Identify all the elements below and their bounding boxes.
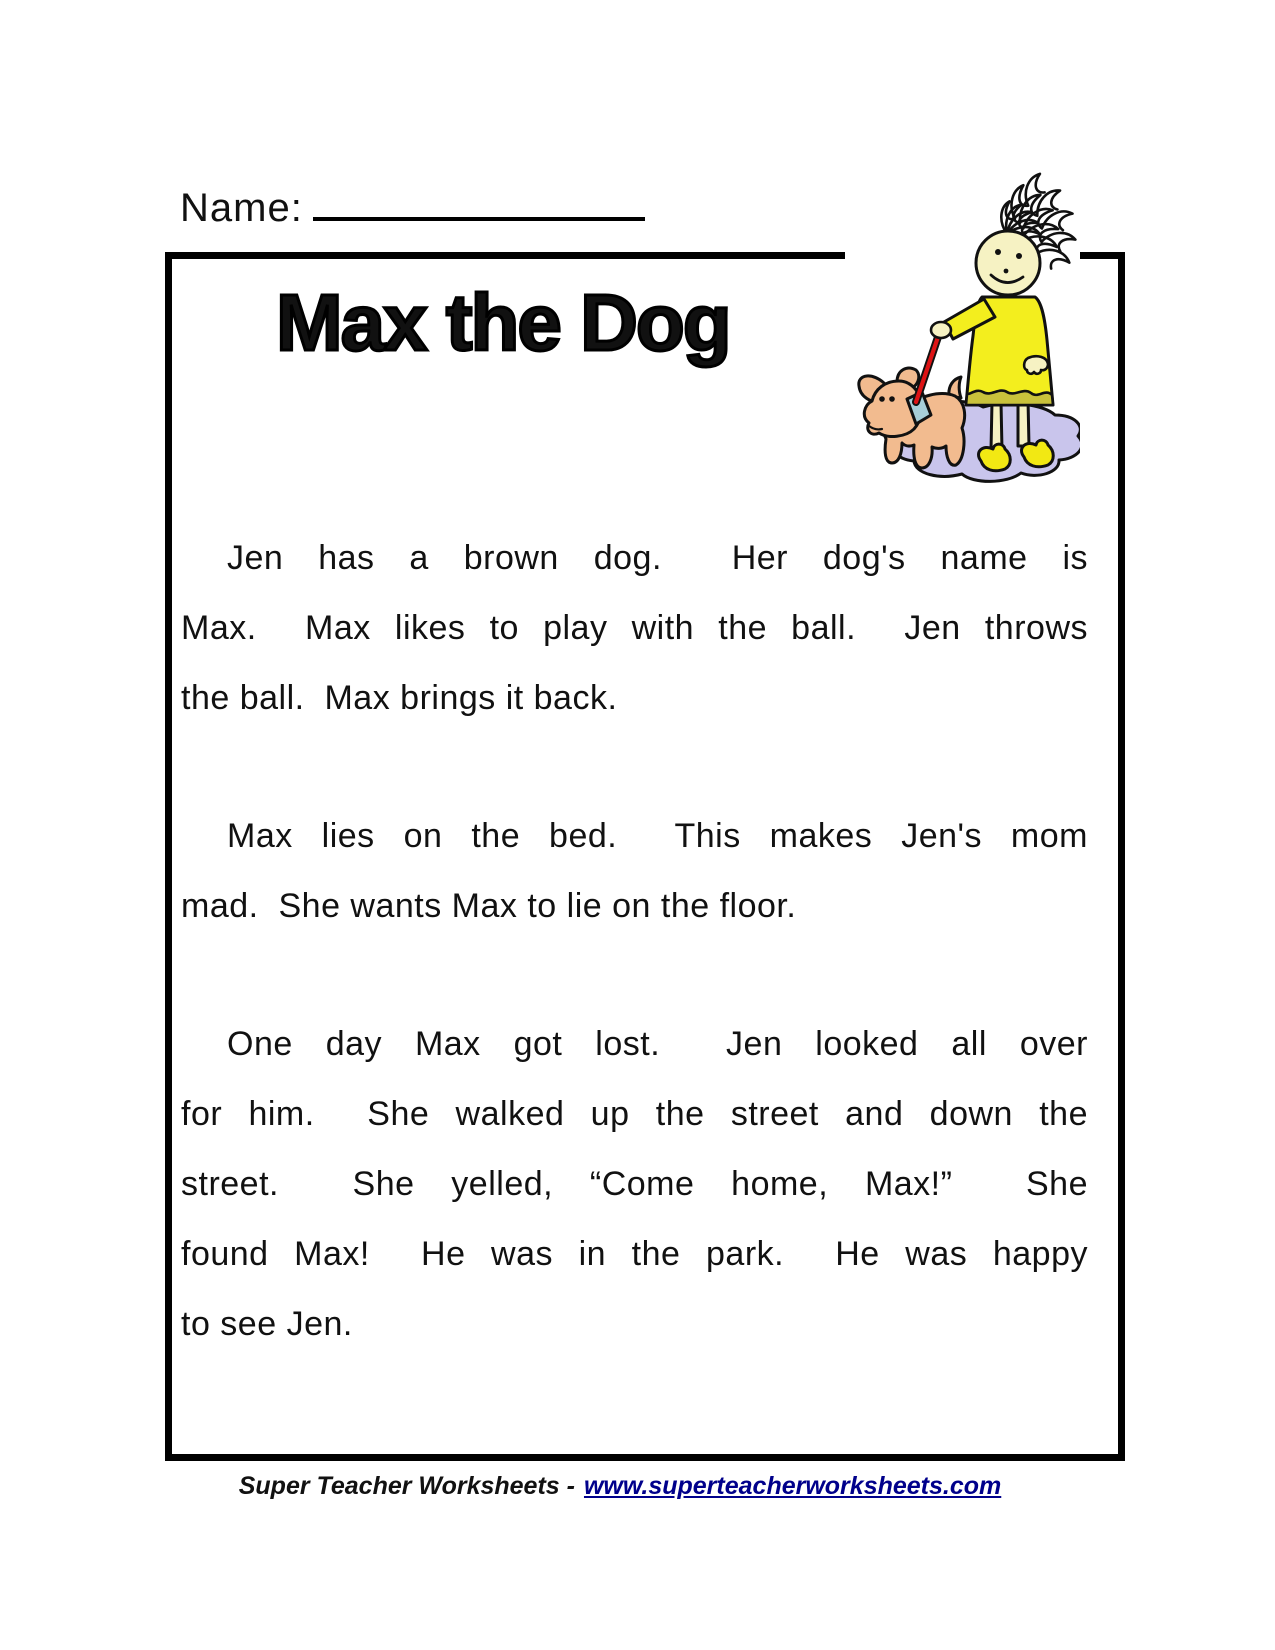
shoe: [1022, 440, 1054, 467]
story-line: found Max! He was in the park. He was happy: [181, 1235, 1088, 1273]
girl-walking-dog-illustration: [845, 168, 1080, 493]
story-text: [181, 523, 1088, 1427]
name-label: Name:: [180, 186, 303, 230]
footer: [0, 1472, 1240, 1501]
story-line: Jen has a brown dog. Her dog's name is: [227, 539, 1088, 577]
story-line: One day Max got lost. Jen looked all over: [227, 1025, 1088, 1063]
story-line: Max lies on the bed. This makes Jen's mom: [227, 817, 1088, 855]
story-line: street. She yelled, “Come home, Max!” She: [181, 1165, 1088, 1203]
story-line: the ball. Max brings it back.: [181, 679, 618, 717]
story-line: for him. She walked up the street and down the: [181, 1095, 1088, 1133]
story-paragraph-1: [181, 523, 1088, 733]
story-title: Max the Dog: [276, 278, 730, 367]
story-line: to see Jen.: [181, 1305, 353, 1343]
story-line: mad. She wants Max to lie on the floor.: [181, 887, 797, 925]
name-blank-line[interactable]: [313, 215, 645, 221]
name-row: [180, 186, 645, 231]
story-paragraph-3: [181, 1009, 1088, 1359]
story-paragraph-2: [181, 801, 1088, 941]
story-line: Max. Max likes to play with the ball. Jen throws: [181, 609, 1088, 647]
footer-brand: Super Teacher Worksheets -: [238, 1472, 575, 1500]
leash-core: [916, 331, 940, 402]
shoe: [979, 444, 1011, 471]
footer-link[interactable]: www.superteacherworksheets.com: [583, 1472, 1002, 1500]
girl-head: [976, 231, 1040, 295]
